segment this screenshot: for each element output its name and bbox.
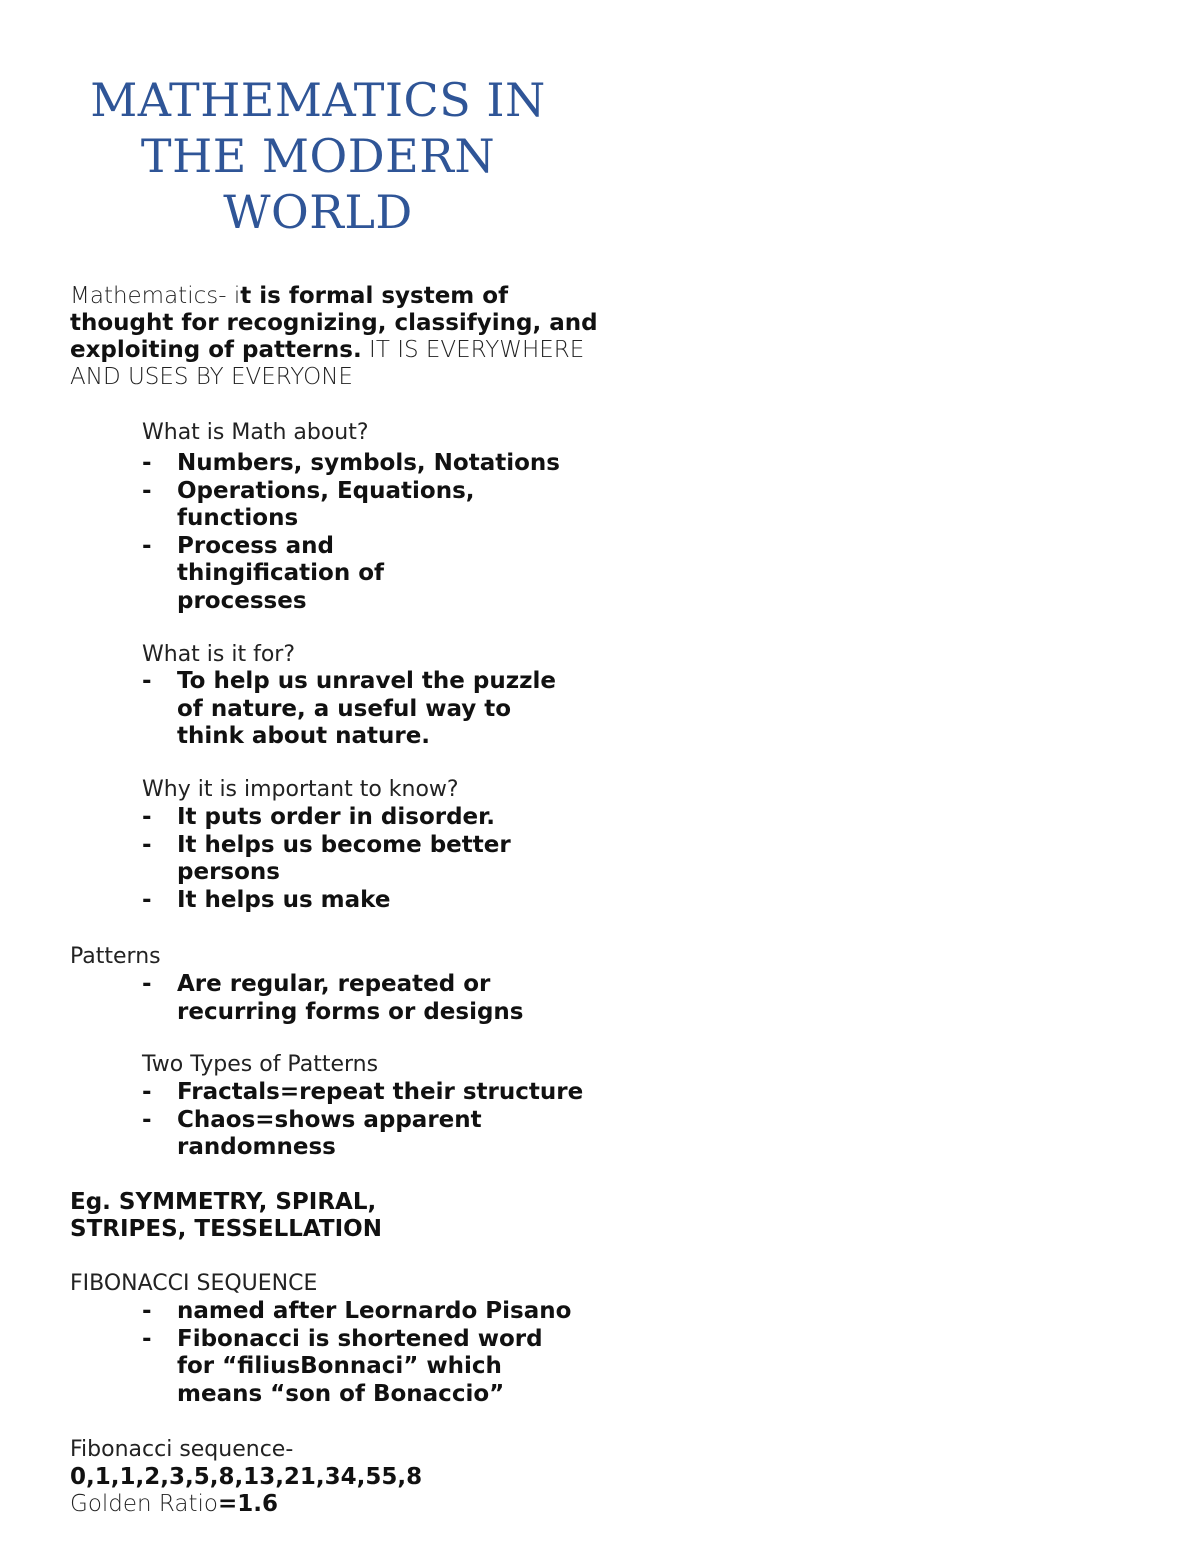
list-item: - It helps us make: [142, 886, 391, 913]
golden-ratio-value: =1.6: [217, 1491, 278, 1517]
dash-bullet-icon: -: [142, 532, 152, 559]
list-item: - Operations, Equations, functions: [142, 477, 475, 531]
intro-line-1: [70, 283, 508, 311]
page-title: [70, 72, 566, 240]
dash-bullet-icon: -: [142, 477, 152, 504]
intro-line-3: [70, 337, 584, 365]
dash-bullet-icon: -: [142, 971, 152, 997]
dash-bullet-icon: -: [142, 668, 152, 694]
list-item: - Numbers, symbols, Notations: [142, 450, 560, 476]
title-line-1: MATHEMATICS IN: [90, 73, 546, 127]
dash-bullet-icon: -: [142, 1079, 152, 1105]
section-heading-for: What is it for?: [142, 642, 296, 667]
list-why: [142, 804, 511, 914]
list-types: [142, 1079, 583, 1162]
sequence-values: 0,1,1,2,3,5,8,13,21,34,55,8: [70, 1464, 423, 1490]
list-item: - Chaos=shows apparent randomness: [142, 1106, 482, 1160]
examples-line-1: Eg. SYMMETRY, SPIRAL,: [70, 1189, 377, 1215]
list-fibonacci: [142, 1298, 571, 1408]
list-item: - Are regular, repeated or recurring forms or designs: [142, 971, 524, 1025]
dash-bullet-icon: -: [142, 886, 152, 913]
sequence-label: [70, 1436, 293, 1463]
section-heading-why: Why it is important to know?: [142, 777, 459, 802]
list-item: - It puts order in disorder.: [142, 804, 495, 830]
list-for: [142, 668, 556, 751]
dash-bullet-icon: -: [142, 450, 152, 476]
dash-bullet-icon: -: [142, 1325, 152, 1352]
list-patterns: [142, 971, 524, 1026]
dash-bullet-icon: -: [142, 1106, 152, 1133]
title-line-3: WORLD: [223, 185, 413, 239]
intro-caps-1: IT IS EVERYWHERE: [361, 337, 585, 363]
intro-line-2: thought for recognizing, classifying, and: [70, 310, 598, 336]
dash-bullet-icon: -: [142, 804, 152, 830]
intro-definition-1: t is formal system of: [240, 283, 509, 309]
list-item: - named after Leornardo Pisano: [142, 1298, 572, 1324]
sequence-label-text: Fibonacci sequence-: [70, 1437, 294, 1462]
section-heading-fibonacci: FIBONACCI SEQUENCE: [70, 1271, 318, 1296]
list-item: - Fractals=repeat their structure: [142, 1079, 584, 1105]
examples-line-2: STRIPES, TESSELLATION: [70, 1216, 382, 1242]
golden-ratio-line: [70, 1491, 278, 1519]
list-item: - Process and thingification of processes: [142, 532, 385, 614]
dash-bullet-icon: -: [142, 1298, 152, 1324]
intro-term: Mathematics- i: [70, 283, 241, 309]
section-heading-types: Two Types of Patterns: [142, 1052, 379, 1077]
intro-definition-3: exploiting of patterns.: [70, 337, 362, 363]
list-about: [142, 450, 560, 615]
section-heading-patterns: Patterns: [70, 944, 161, 969]
section-heading-about: What is Math about?: [142, 420, 369, 445]
list-item: - To help us unravel the puzzle of nature, a useful way to think about nature.: [142, 668, 557, 749]
golden-ratio-label: Golden Ratio: [70, 1491, 218, 1517]
list-item: - Fibonacci is shortened word for “filiusBonnaci” which means “son of Bonaccio”: [142, 1325, 543, 1407]
list-item: - It helps us become better persons: [142, 831, 511, 885]
title-line-2: THE MODERN: [140, 129, 496, 183]
dash-bullet-icon: -: [142, 831, 152, 858]
intro-line-4: AND USES BY EVERYONE: [70, 364, 353, 390]
